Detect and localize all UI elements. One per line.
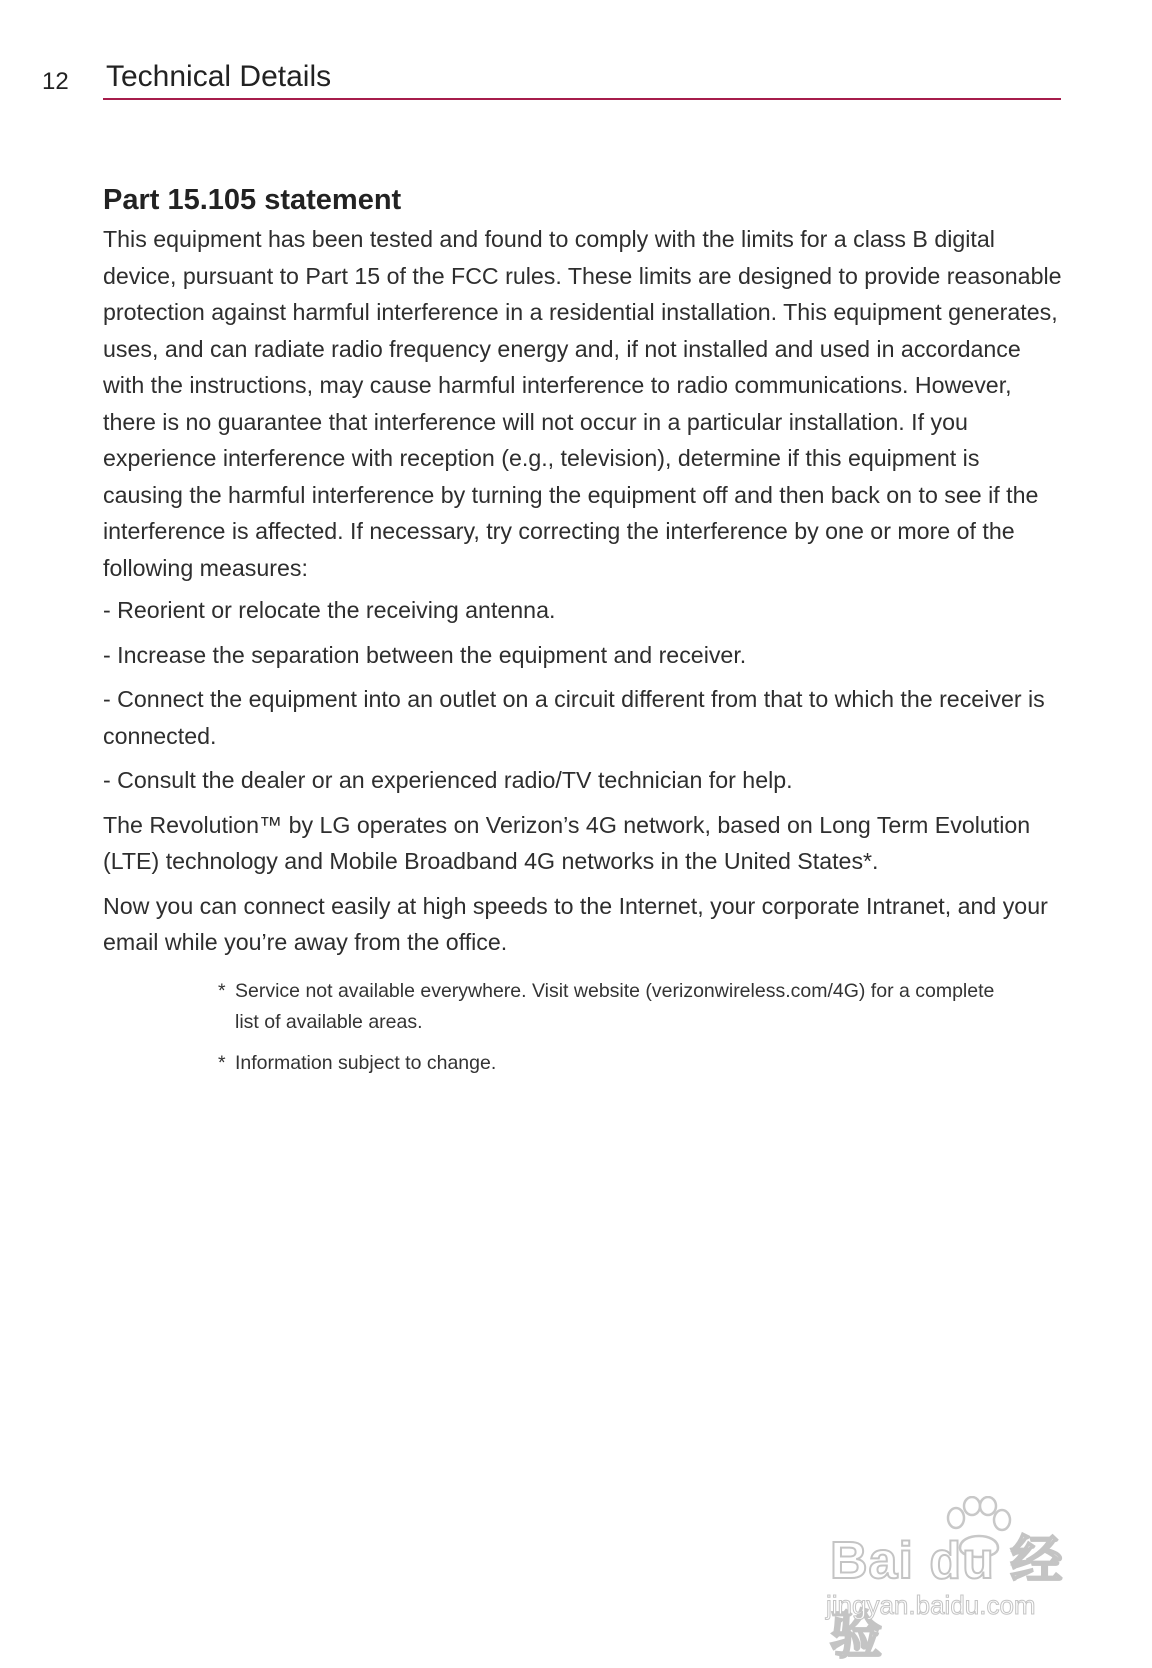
measures-list: [103, 592, 1063, 799]
measure-item: - Reorient or relocate the receiving antenna.: [103, 597, 556, 623]
watermark-logo: Bai du 经验: [830, 1532, 1064, 1665]
footnote-text: Service not available everywhere. Visit website (verizonwireless.com/4G) for a complete list of available areas.: [235, 980, 995, 1033]
page-header-title: Technical Details: [106, 60, 332, 93]
footnotes: [218, 976, 1018, 1089]
intro-paragraph: This equipment has been tested and found to comply with the limits for a class B digital device, pursuant to Part 15 of the FCC rules. These limits are designed to provide reasonable protection against harmful interference in a residential installation. This equipment generates, uses, and can radiate radio frequency energy and, if not installed and used in accordance with the instructions, may cause harmful interference to radio communications. However, there is no guarantee that interference will not occur in a particular installation. If you experience interference with reception (e.g., television), determine if this equipment is causing the harmful interference by turning the equipment off and then back on to see if the interference is affected. If necessary, try correcting the interference by one or more of the following measures:: [103, 226, 1062, 581]
section-heading: Part 15.105 statement: [103, 184, 402, 216]
footnote: [218, 1048, 1018, 1079]
footnote-text: Information subject to change.: [235, 1052, 497, 1074]
connect-paragraph: Now you can connect easily at high speeds to the Internet, your corporate Intranet, and your email while you’re away from the office.: [103, 892, 1048, 955]
footnote-marker: *: [218, 980, 226, 1002]
measure-item: - Consult the dealer or an experienced radio/TV technician for help.: [103, 767, 793, 793]
measure-item: - Increase the separation between the equipment and receiver.: [103, 641, 747, 668]
measure-item: - Connect the equipment into an outlet on a circuit different from that to which the receiver is connected.: [103, 686, 1045, 749]
main-content: [103, 181, 1063, 969]
page-number: 12: [42, 68, 69, 95]
footnote-marker: *: [218, 1052, 226, 1074]
network-paragraph: The Revolution™ by LG operates on Verizon’s 4G network, based on Long Term Evolution (LTE) technology and Mobile Broadband 4G networks in the United States*.: [103, 811, 1031, 874]
watermark-url: jingyan.baidu.com: [826, 1590, 1036, 1620]
footnote: [218, 976, 1018, 1038]
baidu-watermark: [820, 1496, 1090, 1665]
header-rule: [103, 98, 1061, 100]
